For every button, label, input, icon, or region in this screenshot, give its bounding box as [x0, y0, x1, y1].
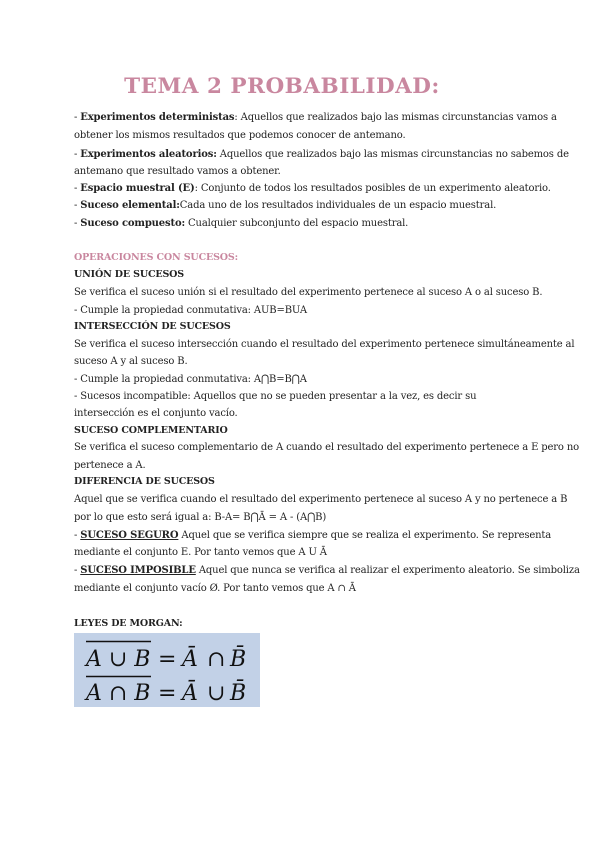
term-suceso-seguro: SUCESO SEGURO: [80, 530, 179, 541]
interseccion-text-4: - Sucesos incompatible: Aquellos que no se pueden presentar a la vez, es decir su: [74, 391, 477, 402]
def-deterministas-line1: - Experimentos deterministas: Aquellos que realizados bajo las mismas circunstancias vamos a: [74, 112, 557, 123]
eq2-lhs: A ∩ B: [86, 681, 151, 706]
eq1-equals: =: [158, 647, 177, 672]
page-title: TEMA 2 PROBABILIDAD:: [124, 74, 440, 99]
interseccion-text-3: - Cumple la propiedad conmutativa: A⋂B=B⋂A: [74, 374, 307, 385]
operaciones-heading: OPERACIONES CON SUCESOS:: [74, 252, 238, 263]
eq2-equals: =: [158, 681, 177, 706]
def-suceso-elemental: - Suceso elemental:Cada uno de los resultados individuales de un espacio muestral.: [74, 200, 497, 211]
eq1-operator: ∩: [207, 647, 226, 672]
def-espacio-muestral: - Espacio muestral (E): Conjunto de todos los resultados posibles de un experimento aleatorio.: [74, 183, 551, 194]
interseccion-text-1: Se verifica el suceso intersección cuando el resultado del experimento pertenece simultáneamente al: [74, 339, 575, 350]
term-deterministas: Experimentos deterministas: [80, 112, 235, 123]
suceso-imposible-line1: - SUCESO IMPOSIBLE Aquel que nunca se verifica al realizar el experimento aleatorio. Se simboliza: [74, 565, 580, 576]
morgan-laws-formula: [74, 633, 260, 707]
term-suceso-imposible: SUCESO IMPOSIBLE: [80, 565, 196, 576]
eq1-lhs: A ∪ B: [86, 647, 151, 672]
eq2-operator: ∪: [207, 681, 226, 706]
diferencia-text-1: Aquel que se verifica cuando el resultado del experimento pertenece al suceso A y no pertenece a B: [74, 494, 568, 505]
term-espacio-muestral: Espacio muestral (E): [80, 183, 195, 194]
eq1-rhs-a: Ā: [182, 647, 198, 672]
interseccion-text-5: intersección es el conjunto vacío.: [74, 408, 238, 419]
suceso-seguro-line1: - SUCESO SEGURO Aquel que se verifica siempre que se realiza el experimento. Se representa: [74, 530, 552, 541]
complementario-text-1: Se verifica el suceso complementario de A cuando el resultado del experimento pertenece a E pero no: [74, 442, 579, 453]
def-deterministas-line2: obtener los mismos resultados que podemos conocer de antemano.: [74, 130, 406, 141]
morgan-heading: LEYES DE MORGAN:: [74, 618, 183, 629]
def-aleatorios-line2: antemano que resultado vamos a obtener.: [74, 166, 281, 177]
term-suceso-elemental: Suceso elemental:: [80, 200, 180, 211]
union-heading: UNIÓN DE SUCESOS: [74, 269, 185, 280]
complementario-heading: SUCESO COMPLEMENTARIO: [74, 425, 228, 436]
eq2-rhs-a: Ā: [182, 681, 198, 706]
union-text-1: Se verifica el suceso unión si el resultado del experimento pertenece al suceso A o al suceso B.: [74, 287, 543, 298]
diferencia-text-2: por lo que esto será igual a: B-A= B⋂Ā = A - (A⋂B): [74, 512, 327, 523]
eq2-rhs-b: B̄: [230, 681, 247, 706]
def-suceso-compuesto: - Suceso compuesto: Cualquier subconjunto del espacio muestral.: [74, 218, 409, 229]
term-aleatorios: Experimentos aleatorios:: [80, 149, 217, 160]
interseccion-text-2: suceso A y al suceso B.: [74, 356, 188, 367]
union-text-2: - Cumple la propiedad conmutativa: AUB=BUA: [74, 305, 307, 316]
term-suceso-compuesto: Suceso compuesto:: [80, 218, 186, 229]
morgan-formula-svg: [74, 633, 260, 707]
complementario-text-2: pertenece a A.: [74, 460, 146, 471]
def-aleatorios-line1: - Experimentos aleatorios: Aquellos que realizados bajo las mismas circunstancias no sabemos de: [74, 149, 569, 160]
eq1-rhs-b: B̄: [230, 647, 247, 672]
diferencia-heading: DIFERENCIA DE SUCESOS: [74, 476, 215, 487]
suceso-imposible-line2: mediante el conjunto vacío Ø. Por tanto vemos que A ∩ Ā: [74, 583, 356, 594]
suceso-seguro-line2: mediante el conjunto E. Por tanto vemos que A U Ā: [74, 547, 327, 558]
interseccion-heading: INTERSECCIÓN DE SUCESOS: [74, 321, 231, 332]
